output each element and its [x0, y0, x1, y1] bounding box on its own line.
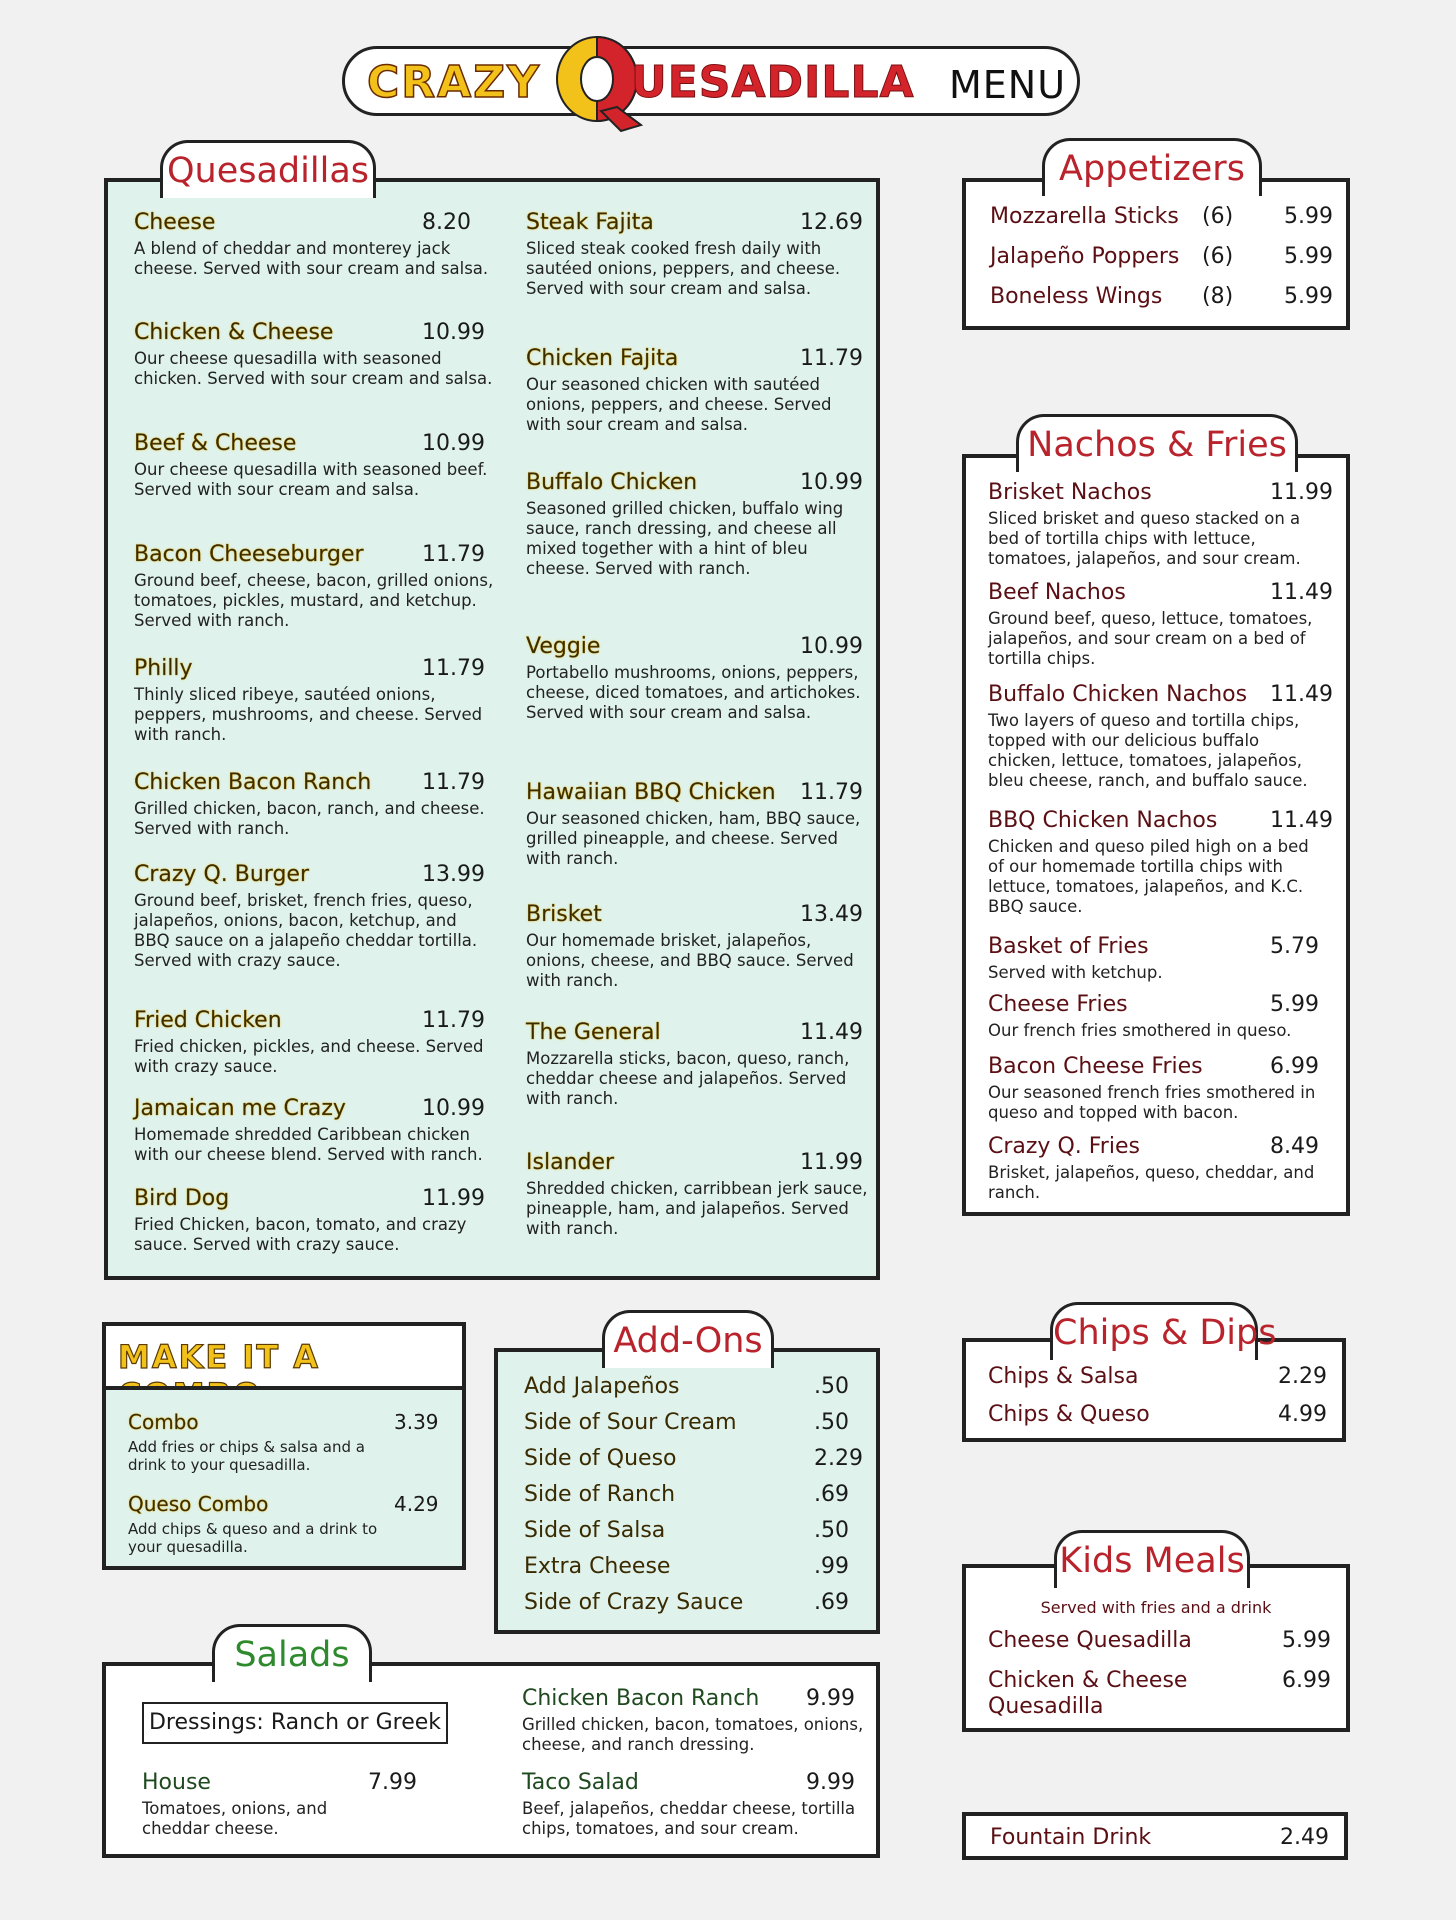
addon-name: Side of Queso [524, 1446, 677, 1471]
menu-item [988, 992, 1328, 1041]
menu-item-price: 10.99 [422, 431, 485, 456]
nachos-fries-section [962, 454, 1350, 1216]
kids-meals-section [962, 1564, 1350, 1732]
menu-item-description: Add fries or chips & salsa and a drink to your quesadilla. [128, 1438, 365, 1474]
salads-title: Salads [212, 1624, 372, 1682]
addon-price: .50 [814, 1410, 849, 1435]
menu-item-price: 6.99 [1270, 1054, 1319, 1079]
menu-item-name: Chicken Fajita [526, 346, 679, 371]
menu-item-price: 10.99 [800, 634, 863, 659]
menu-item-price: 9.99 [806, 1770, 855, 1795]
menu-item-price: 11.49 [1270, 682, 1333, 707]
addon-price: .99 [814, 1554, 849, 1579]
chips-dips-name: Chips & Queso [988, 1402, 1150, 1427]
menu-item-price: 11.49 [1270, 808, 1333, 833]
menu-item-name: BBQ Chicken Nachos [988, 808, 1218, 833]
menu-item-description: Homemade shredded Caribbean chicken with our cheese blend. Served with ranch. [134, 1125, 483, 1164]
menu-item-description: Grilled chicken, bacon, ranch, and cheese. Served with ranch. [134, 799, 485, 838]
addon-price: .69 [814, 1482, 849, 1507]
quesadillas-section [104, 178, 880, 1280]
menu-item [134, 770, 494, 839]
kids-meals-title: Kids Meals [1054, 1530, 1250, 1588]
addon-price: 2.29 [814, 1446, 863, 1471]
appetizer-name: Boneless Wings [990, 284, 1163, 309]
fountain-drink-price: 2.49 [1280, 1825, 1329, 1850]
combo-header [102, 1322, 466, 1390]
menu-item [142, 1770, 442, 1839]
menu-item-name: Fried Chicken [134, 1008, 282, 1033]
menu-item-price: 4.29 [394, 1492, 439, 1516]
kids-meal-price: 6.99 [1282, 1668, 1331, 1693]
salads-section [102, 1662, 880, 1858]
menu-item-name: Bacon Cheese Fries [988, 1054, 1203, 1079]
menu-item-name: Jamaican me Crazy [134, 1096, 346, 1121]
menu-item [134, 656, 494, 745]
addon-name: Side of Ranch [524, 1482, 676, 1507]
menu-item-name: Brisket [526, 902, 602, 927]
addon-name: Extra Cheese [524, 1554, 671, 1579]
addons-title: Add-Ons [602, 1310, 774, 1368]
menu-item [988, 480, 1333, 569]
menu-item-name: Philly [134, 656, 193, 681]
menu-item-description: Tomatoes, onions, and cheddar cheese. [142, 1799, 328, 1838]
menu-item-name: Beef & Cheese [134, 431, 297, 456]
kids-meal-price: 5.99 [1282, 1628, 1331, 1653]
menu-item-description: Beef, jalapeños, cheddar cheese, tortilla chips, tomatoes, and sour cream. [522, 1799, 856, 1838]
menu-item-description: Our cheese quesadilla with seasoned beef. Served with sour cream and salsa. [134, 460, 488, 499]
menu-item-name: Chicken Bacon Ranch [134, 770, 372, 795]
fountain-drink-name: Fountain Drink [990, 1825, 1152, 1850]
nachos-fries-title: Nachos & Fries [1016, 414, 1298, 472]
menu-item [526, 470, 866, 579]
appetizers-section [962, 178, 1350, 330]
chips-dips-price: 4.99 [1278, 1402, 1327, 1427]
logo-quesadilla-text: UESADILLA [631, 57, 915, 108]
menu-item [128, 1492, 448, 1556]
kids-meal-name: Chicken & Cheese Quesadilla [988, 1668, 1188, 1719]
menu-item [134, 1186, 494, 1255]
menu-item [988, 808, 1333, 917]
menu-item-name: Cheese Fries [988, 992, 1128, 1017]
menu-item-price: 9.99 [806, 1686, 855, 1711]
menu-item-name: Crazy Q. Burger [134, 862, 309, 887]
menu-item-description: Two layers of queso and tortilla chips, topped with our delicious buffalo chicken, lettuce, tomatoes, jalapeños, bleu cheese, ranch, and buffalo sauce. [988, 711, 1308, 790]
addon-name: Side of Sour Cream [524, 1410, 737, 1435]
menu-item-description: Sliced steak cooked fresh daily with sautéed onions, peppers, and cheese. Served with sour cream and salsa. [526, 239, 841, 298]
menu-item [526, 1150, 866, 1239]
menu-item-price: 11.49 [800, 1020, 863, 1045]
quesadillas-title: Quesadillas [160, 140, 376, 198]
menu-item-name: Veggie [526, 634, 601, 659]
menu-item-name: Buffalo Chicken [526, 470, 698, 495]
menu-item-name: Steak Fajita [526, 210, 654, 235]
menu-item-name: Chicken & Cheese [134, 320, 334, 345]
menu-item-price: 7.99 [368, 1770, 417, 1795]
menu-item-price: 11.79 [800, 780, 863, 805]
menu-item-description: Ground beef, cheese, bacon, grilled onions, tomatoes, pickles, mustard, and ketchup. Served with ranch. [134, 571, 494, 630]
menu-item-name: Crazy Q. Fries [988, 1134, 1140, 1159]
appetizer-price: 5.99 [1284, 284, 1333, 309]
menu-item [522, 1686, 872, 1755]
menu-item-description: Our seasoned french fries smothered in queso and topped with bacon. [988, 1083, 1316, 1122]
menu-item-price: 11.79 [422, 1008, 485, 1033]
addon-name: Side of Crazy Sauce [524, 1590, 744, 1615]
kids-meal-name: Cheese Quesadilla [988, 1628, 1192, 1653]
menu-item-description: Our seasoned chicken, ham, BBQ sauce, grilled pineapple, and cheese. Served with ranch. [526, 809, 861, 868]
menu-item [526, 902, 866, 991]
menu-item-name: Islander [526, 1150, 615, 1175]
menu-item-price: 11.99 [800, 1150, 863, 1175]
menu-item-description: Our cheese quesadilla with seasoned chicken. Served with sour cream and salsa. [134, 349, 493, 388]
menu-item [134, 542, 494, 631]
menu-item [134, 320, 494, 389]
menu-item-description: Our homemade brisket, jalapeños, onions, cheese, and BBQ sauce. Served with ranch. [526, 931, 854, 990]
menu-item-name: Brisket Nachos [988, 480, 1152, 505]
addon-name: Add Jalapeños [524, 1374, 680, 1399]
menu-item-name: Bird Dog [134, 1186, 230, 1211]
menu-item-name: Hawaiian BBQ Chicken [526, 780, 776, 805]
menu-item-description: Ground beef, brisket, french fries, queso, jalapeños, onions, bacon, ketchup, and BBQ sauce on a jalapeño cheddar tortilla. Served with crazy sauce. [134, 891, 478, 970]
menu-item-price: 5.99 [1270, 992, 1319, 1017]
menu-item-price: 10.99 [422, 320, 485, 345]
appetizer-quantity: (8) [1202, 284, 1234, 309]
menu-item-price: 11.99 [1270, 480, 1333, 505]
chips-dips-name: Chips & Salsa [988, 1364, 1139, 1389]
chips-dips-price: 2.29 [1278, 1364, 1327, 1389]
menu-item-price: 11.79 [422, 542, 485, 567]
menu-item-description: Served with ketchup. [988, 963, 1163, 982]
menu-item-price: 5.79 [1270, 934, 1319, 959]
menu-item-description: Fried chicken, pickles, and cheese. Served with crazy sauce. [134, 1037, 484, 1076]
menu-item-name: The General [526, 1020, 661, 1045]
menu-item-name: House [142, 1770, 211, 1795]
menu-item-description: Our seasoned chicken with sautéed onions, peppers, and cheese. Served with sour cream and salsa. [526, 375, 832, 434]
menu-item [134, 1008, 494, 1077]
menu-item-description: Grilled chicken, bacon, tomatoes, onions, cheese, and ranch dressing. [522, 1715, 864, 1754]
menu-item [134, 1096, 494, 1165]
menu-item [988, 1054, 1328, 1123]
menu-item-name: Cheese [134, 210, 216, 235]
logo-menu-text: MENU [949, 63, 1067, 107]
menu-item [526, 634, 866, 723]
menu-item-description: Mozzarella sticks, bacon, queso, ranch, cheddar cheese and jalapeños. Served with ranch. [526, 1049, 850, 1108]
menu-item-description: A blend of cheddar and monterey jack cheese. Served with sour cream and salsa. [134, 239, 489, 278]
menu-item [522, 1770, 872, 1839]
addons-section [494, 1348, 880, 1634]
menu-item-price: 12.69 [800, 210, 863, 235]
menu-item [526, 780, 866, 869]
menu-item-price: 11.49 [1270, 580, 1333, 605]
fountain-drink-section [962, 1812, 1348, 1860]
appetizer-name: Mozzarella Sticks [990, 204, 1179, 229]
appetizer-name: Jalapeño Poppers [990, 244, 1180, 269]
menu-item-price: 8.49 [1270, 1134, 1319, 1159]
menu-item-price: 13.49 [800, 902, 863, 927]
combo-title: MAKE IT A [118, 1338, 321, 1376]
menu-item-name: Beef Nachos [988, 580, 1126, 605]
logo-crazy-text: CRAZY [367, 57, 541, 108]
addon-name: Side of Salsa [524, 1518, 666, 1543]
menu-item [526, 346, 866, 435]
appetizer-quantity: (6) [1202, 244, 1234, 269]
appetizers-title: Appetizers [1042, 138, 1262, 196]
menu-item-price: 8.20 [422, 210, 471, 235]
menu-item [526, 1020, 866, 1109]
menu-item [988, 1134, 1328, 1203]
menu-item-description: Thinly sliced ribeye, sautéed onions, peppers, mushrooms, and cheese. Served with ranch. [134, 685, 483, 744]
addon-price: .50 [814, 1518, 849, 1543]
menu-item-price: 11.79 [422, 770, 485, 795]
menu-item-price: 11.99 [422, 1186, 485, 1211]
menu-item-price: 10.99 [800, 470, 863, 495]
menu-item-name: Basket of Fries [988, 934, 1149, 959]
menu-item-name: Bacon Cheeseburger [134, 542, 364, 567]
menu-item-name: Buffalo Chicken Nachos [988, 682, 1248, 707]
menu-item-description: Our french fries smothered in queso. [988, 1021, 1292, 1040]
menu-item-price: 11.79 [422, 656, 485, 681]
menu-item-price: 13.99 [422, 862, 485, 887]
menu-item-description: Ground beef, queso, lettuce, tomatoes, jalapeños, and sour cream on a bed of tortilla chips. [988, 609, 1313, 668]
menu-item-description: Shredded chicken, carribbean jerk sauce, pineapple, ham, and jalapeños. Served with ranch. [526, 1179, 868, 1238]
menu-item [526, 210, 866, 299]
menu-item [128, 1410, 448, 1474]
menu-item-price: 11.79 [800, 346, 863, 371]
menu-item [134, 431, 494, 500]
menu-item-description: Fried Chicken, bacon, tomato, and crazy sauce. Served with crazy sauce. [134, 1215, 467, 1254]
menu-item-description: Sliced brisket and queso stacked on a bed of tortilla chips with lettuce, tomatoes, jalapeños, and sour cream. [988, 509, 1301, 568]
chips-dips-title: Chips & Dips [1050, 1302, 1258, 1360]
menu-item-name: Combo [128, 1410, 199, 1434]
menu-item [134, 210, 494, 279]
menu-item-name: Chicken Bacon Ranch [522, 1686, 760, 1711]
menu-item [988, 934, 1328, 983]
menu-item [988, 682, 1333, 791]
menu-item-name: Queso Combo [128, 1492, 269, 1516]
menu-item-description: Add chips & queso and a drink to your quesadilla. [128, 1520, 378, 1556]
menu-item-description: Chicken and queso piled high on a bed of our homemade tortilla chips with lettuce, tomatoes, jalapeños, and K.C. BBQ sauce. [988, 837, 1309, 916]
kids-meals-note: Served with fries and a drink [1040, 1598, 1272, 1617]
addon-price: .50 [814, 1374, 849, 1399]
appetizer-price: 5.99 [1284, 244, 1333, 269]
menu-item-description: Seasoned grilled chicken, buffalo wing sauce, ranch dressing, and cheese all mixed together with a hint of bleu cheese. Served with ranch. [526, 499, 844, 578]
dressings-label: Dressings: Ranch or Greek [142, 1702, 448, 1744]
addon-price: .69 [814, 1590, 849, 1615]
menu-item [134, 862, 494, 971]
menu-item-description: Portabello mushrooms, onions, peppers, cheese, diced tomatoes, and artichokes. Served with sour cream and salsa. [526, 663, 861, 722]
menu-item [988, 580, 1333, 669]
menu-item-price: 3.39 [394, 1410, 439, 1434]
menu-logo [342, 46, 1080, 116]
appetizer-quantity: (6) [1202, 204, 1234, 229]
appetizer-price: 5.99 [1284, 204, 1333, 229]
menu-item-price: 10.99 [422, 1096, 485, 1121]
menu-item-description: Brisket, jalapeños, queso, cheddar, and ranch. [988, 1163, 1315, 1202]
menu-item-name: Taco Salad [522, 1770, 639, 1795]
combo-section [102, 1386, 466, 1570]
